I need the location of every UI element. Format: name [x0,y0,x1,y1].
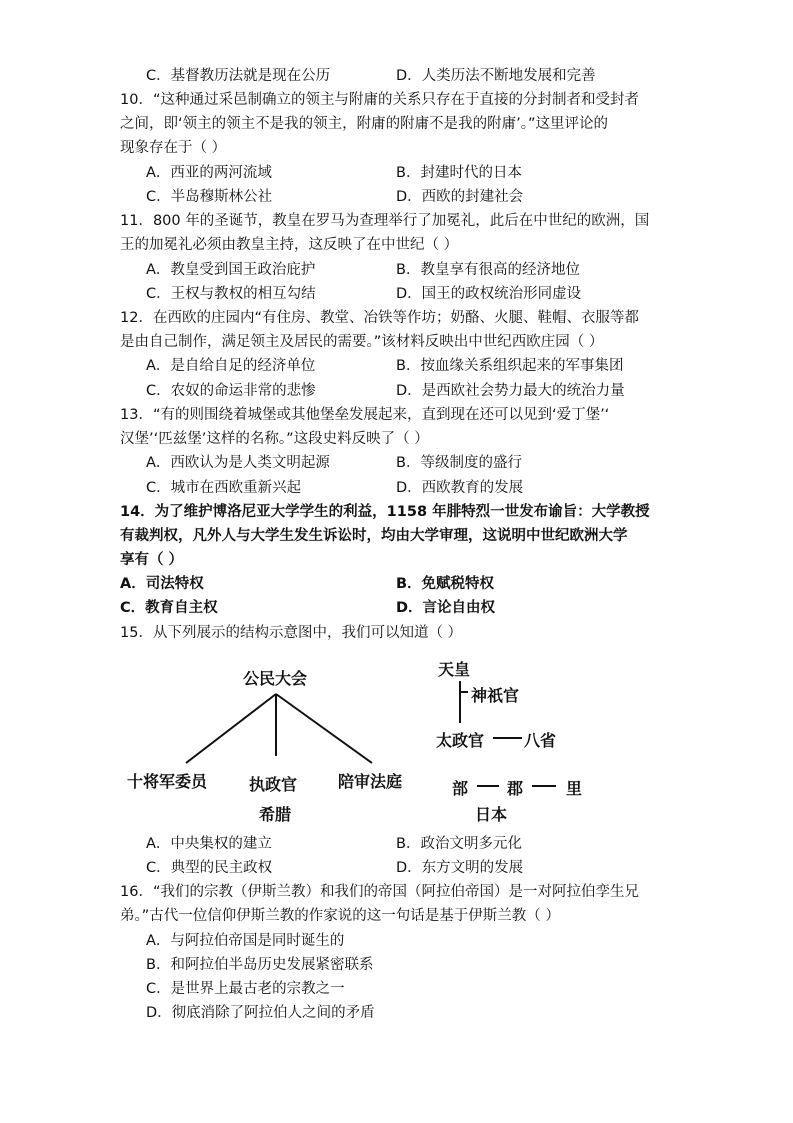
greece-line-right [276,694,372,763]
q10-stem-line1: 10．“这种通过采邑制确立的领主与附庸的关系只存在于直接的分封制者和受封者 [120,92,639,108]
q15-option-c: C．典型的民主政权 [146,860,273,876]
greece-line-left [186,694,276,763]
q11-option-d: D．国王的政权统治形同虚设 [396,286,582,302]
q9-option-d: D．人类历法不断地发展和完善 [396,68,596,84]
q16-option-b: B．和阿拉伯半岛历史发展紧密联系 [146,957,374,973]
greece-caption: 希腊 [259,805,292,824]
q11-stem-line1: 11．800 年的圣诞节，教皇在罗马为查理举行了加冕礼，此后在中世纪的欧洲，国 [120,213,650,229]
q14-stem-line3: 享有（ ） [120,552,184,568]
q16-option-d: D．彻底消除了阿拉伯人之间的矛盾 [146,1005,375,1021]
q13-option-c: C．城市在西欧重新兴起 [146,480,302,496]
japan-daijokan: 太政官 [436,731,485,750]
q16-stem-line1: 16．“我们的宗教（伊斯兰教）和我们的帝国（阿拉伯帝国）是一对阿拉伯孪生兄 [120,884,639,900]
greece-assembly: 公民大会 [243,669,308,688]
q15-stem: 15．从下列展示的结构示意图中，我们可以知道（ ） [120,625,463,641]
japan-emperor: 天皇 [438,660,471,679]
q12-stem-line2: 是由自己制作，满足领主及居民的需要。”该材料反映出中世纪西欧庄园（ ） [120,334,604,350]
q16-option-a: A．与阿拉伯帝国是同时诞生的 [146,933,345,949]
greece-generals: 十将军委员 [127,772,208,791]
q14-option-c: C．教育自主权 [120,600,218,616]
q13-option-a: A．西欧认为是人类文明起源 [146,455,330,471]
q15-option-b: B．政治文明多元化 [396,836,522,852]
q10-option-b: B．封建时代的日本 [396,165,522,181]
q14-option-d: D．言论自由权 [396,600,496,616]
q12-option-a: A．是自给自足的经济单位 [146,358,316,374]
q12-stem-line1: 12．在西欧的庄园内“有住房、教堂、冶铁等作坊；奶酪、火腿、鞋帽、衣服等都 [120,310,639,326]
greece-archon: 执政官 [249,775,298,794]
q10-option-a: A．西亚的两河流域 [146,165,272,181]
q10-stem-line3: 现象存在于（ ） [120,140,227,156]
q14-option-b: B．免赋税特权 [396,576,495,592]
q11-option-c: C．王权与教权的相互勾结 [146,286,316,302]
japan-ri: 里 [566,779,583,798]
q12-option-b: B．按血缘关系组织起来的军事集团 [396,358,624,374]
japan-eight-ministries: 八省 [524,731,557,750]
q15-option-d: D．东方文明的发展 [396,860,524,876]
q16-stem-line2: 弟。”古代一位信仰伊斯兰教的作家说的这一句话是基于伊斯兰教（ ） [120,908,560,924]
greece-court: 陪审法庭 [338,772,403,791]
q9-option-c: C．基督教历法就是现在公历 [146,68,331,84]
q11-option-a: A．教皇受到国王政治庇护 [146,262,316,278]
q13-stem-line1: 13．“有的则围绕着城堡或其他堡垒发展起来，直到现在还可以见到‘爱丁堡’‘ [120,407,610,423]
q12-option-d: D．是西欧社会势力最大的统治力量 [396,383,625,399]
q13-stem-line2: 汉堡’‘匹兹堡’这样的名称。”这段史料反映了（ ） [120,431,429,447]
q12-option-c: C．农奴的命运非常的悲惨 [146,383,316,399]
q13-option-d: D．西欧教育的发展 [396,480,524,496]
q10-option-d: D．西欧的封建社会 [396,189,524,205]
q11-option-b: B．教皇享有很高的经济地位 [396,262,580,278]
japan-caption: 日本 [475,805,508,824]
q10-option-c: C．半岛穆斯林公社 [146,189,273,205]
q13-option-b: B．等级制度的盛行 [396,455,522,471]
japan-gun: 郡 [507,779,524,798]
japan-shinto-office: 神祇官 [471,686,520,705]
q14-stem-line1: 14．为了维护博洛尼亚大学学生的利益，1158 年腓特烈一世发布谕旨：大学教授 [120,504,650,520]
japan-bu: 部 [452,779,469,798]
q10-stem-line2: 之间，即‘领主的领主不是我的领主，附庸的附庸不是我的附庸’。”这里评论的 [120,116,608,132]
q16-option-c: C．是世界上最古老的宗教之一 [146,981,345,997]
q14-stem-line2: 有裁判权，凡外人与大学生发生诉讼时，均由大学审理，这说明中世纪欧洲大学 [120,528,628,544]
q15-option-a: A．中央集权的建立 [146,836,272,852]
q11-stem-line2: 王的加冕礼必须由教皇主持，这反映了在中世纪（ ） [120,237,459,253]
q14-option-a: A．司法特权 [120,576,204,592]
